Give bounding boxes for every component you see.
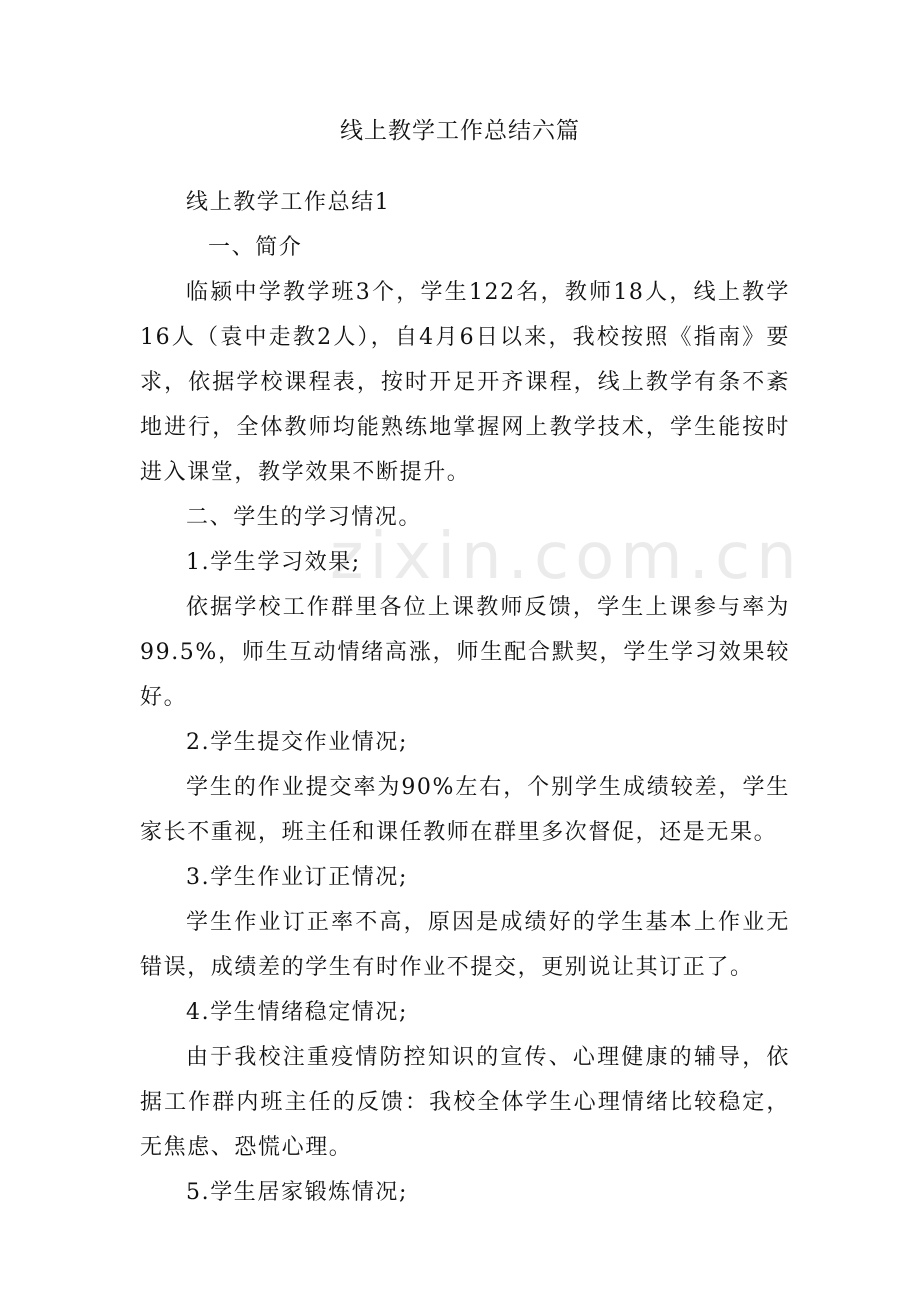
paragraph: 3.学生作业订正情况; — [186, 865, 409, 890]
paragraph: 由于我校注重疫情防控知识的宣传、心理健康的辅导，依据工作群内班主任的反馈：我校全体学生心理情绪比较稳定，无焦虑、恐慌心理。 — [140, 1045, 790, 1160]
paragraph: 1.学生学习效果; — [186, 550, 361, 575]
document-title: 线上教学工作总结六篇 — [340, 118, 580, 144]
paragraph: 线上教学工作总结1 — [186, 190, 391, 215]
document-body — [140, 180, 790, 1215]
paragraph: 学生作业订正率不高，原因是成绩好的学生基本上作业无错误，成绩差的学生有时作业不提交，更别说让其订正了。 — [140, 910, 790, 980]
paragraph: 5.学生居家锻炼情况; — [186, 1180, 409, 1205]
paragraph: 学生的作业提交率为90%左右，个别学生成绩较差，学生家长不重视，班主任和课任教师在群里多次督促，还是无果。 — [140, 775, 790, 845]
paragraph: 二、学生的学习情况。 — [186, 505, 423, 530]
paragraph: 依据学校工作群里各位上课教师反馈，学生上课参与率为99.5%，师生互动情绪高涨，师生配合默契，学生学习效果较好。 — [140, 595, 790, 710]
paragraph: 2.学生提交作业情况; — [186, 730, 409, 755]
paragraph: 一、简介 — [208, 235, 303, 260]
watermark: zixin.com.cn — [330, 520, 803, 594]
paragraph: 临颍中学教学班3个，学生122名，教师18人，线上教学16人（袁中走教2人），自4月6日以来，我校按照《指南》要求，依据学校课程表，按时开足开齐课程，线上教学有条不紊地进行，全体教师均能熟练地掌握网上教学技术，学生能按时进入课堂，教学效果不断提升。 — [140, 280, 790, 485]
paragraph: 4.学生情绪稳定情况; — [186, 1000, 409, 1025]
